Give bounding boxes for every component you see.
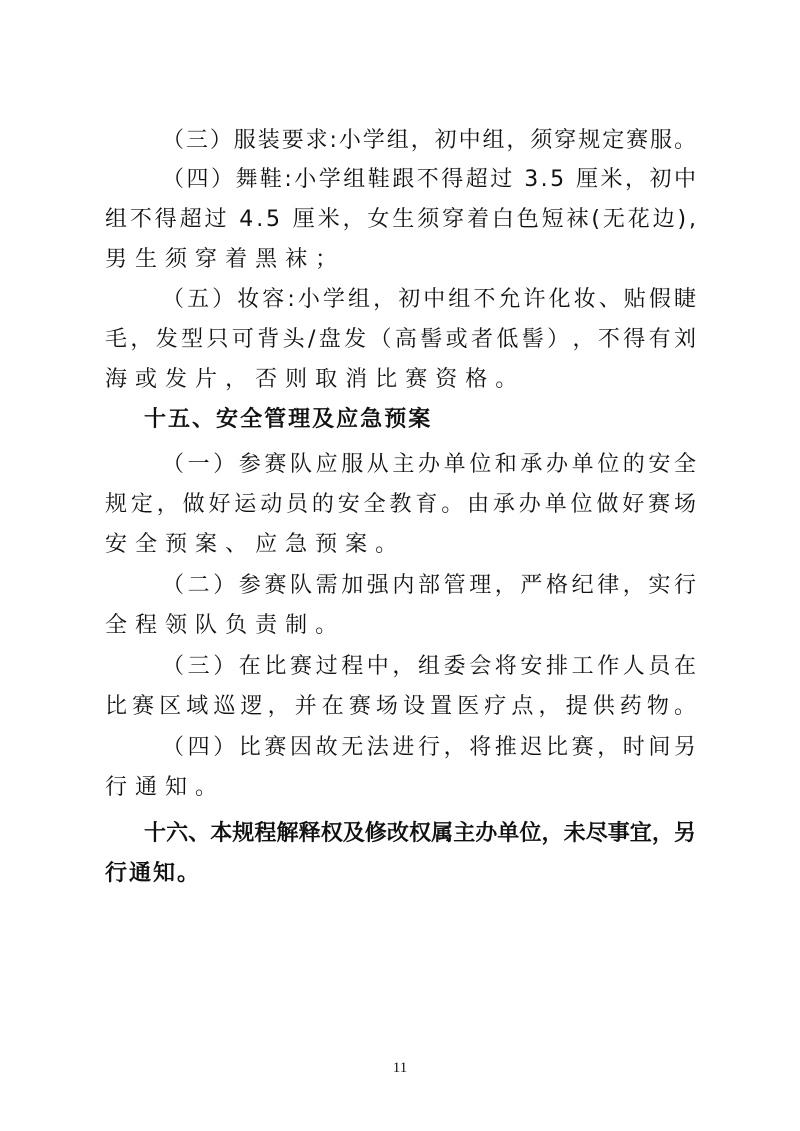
paragraph-line: （ 一 ） 参 赛 队 应 服 从 主 办 单 位 和 承 办 单 位 的 安 全: [162, 452, 697, 477]
section-heading-line: 十 六 、 本 规 程 解 释 权 及 修 改 权 属 主 办 单 位 ， 未 尽 事 宜 ， 另: [144, 821, 697, 846]
paragraph-line: （ 三 ） 服 装 要 求 : 小 学 组 ， 初 中 组 ， 须 穿 规 定 赛 服 。: [162, 128, 697, 153]
paragraph-line: （ 四 ） 比 赛 因 故 无 法 进 行 ， 将 推 迟 比 赛 ， 时 间 另: [162, 735, 697, 760]
page-number: 11: [392, 1060, 408, 1076]
paragraph-line: 比 赛 区 域 巡 逻 ， 并 在 赛 场 设 置 医 疗 点 ， 提 供 药 物 。: [105, 694, 697, 719]
paragraph-line: 安 全 预 案 、 应 急 预 案 。: [105, 532, 398, 557]
section-heading-line: 行 通 知 。: [105, 861, 200, 886]
paragraph-line: （ 二 ） 参 赛 队 需 加 强 内 部 管 理 ， 严 格 纪 律 ， 实 行: [162, 573, 697, 598]
paragraph-line: （ 三 ） 在 比 赛 过 程 中 ， 组 委 会 将 安 排 工 作 人 员 在: [162, 654, 697, 679]
paragraph-line: 组 不 得 超 过 4 . 5 厘 米 ， 女 生 须 穿 着 白 色 短 袜 ( 无 花 边 ) ,: [105, 207, 696, 232]
paragraph-line: 海 或 发 片 ， 否 则 取 消 比 赛 资 格 。: [105, 367, 518, 392]
paragraph-line: 毛 ， 发 型 只 可 背 头 / 盘 发 （ 高 髻 或 者 低 髻 ） ， 不 得 有 刘: [105, 327, 697, 352]
paragraph-line: 全 程 领 队 负 责 制 。: [105, 613, 338, 638]
paragraph-line: 男 生 须 穿 着 黑 袜 ；: [105, 247, 338, 272]
paragraph-line: （ 五 ） 妆 容 : 小 学 组 ， 初 中 组 不 允 许 化 妆 、 贴 假 睫: [162, 287, 697, 312]
paragraph-line: 行 通 知 。: [105, 775, 218, 800]
section-heading-line: 十 五 、 安 全 管 理 及 应 急 预 案: [144, 407, 431, 432]
paragraph-line: 规 定 ， 做 好 运 动 员 的 安 全 教 育 。 由 承 办 单 位 做 好 赛 场: [105, 492, 697, 517]
paragraph-line: （ 四 ） 舞 鞋 : 小 学 组 鞋 跟 不 得 超 过 3 . 5 厘 米 ， 初 中: [162, 167, 697, 192]
